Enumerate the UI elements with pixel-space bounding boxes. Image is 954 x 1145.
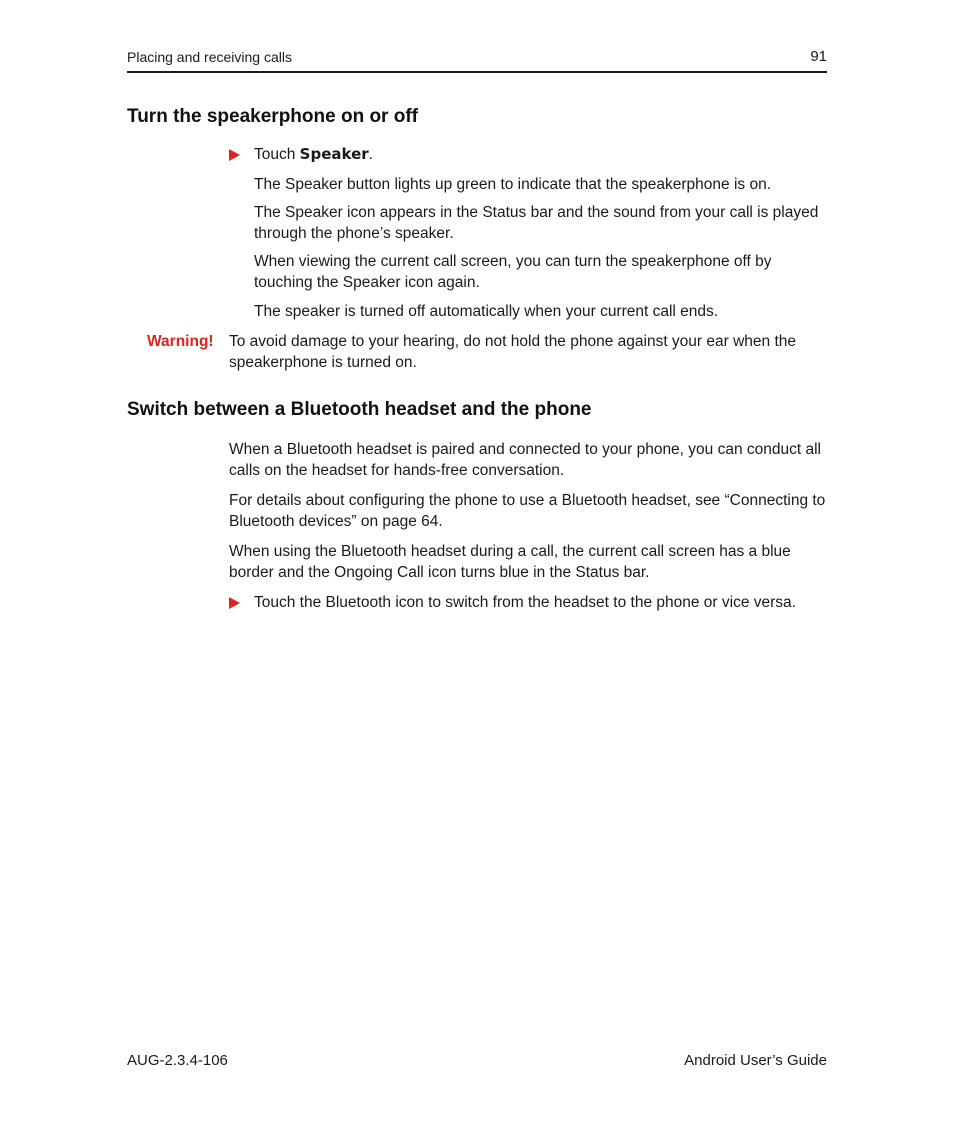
- red-triangle-arrow-icon: [229, 149, 240, 161]
- footer-guide-title: Android User’s Guide: [684, 1052, 827, 1069]
- page-number: 91: [810, 48, 827, 65]
- paragraph: When viewing the current call screen, you can turn the speakerphone off by touching the Speaker icon again.: [254, 253, 772, 291]
- paragraph: The Speaker button lights up green to indicate that the speakerphone is on.: [254, 176, 772, 193]
- section-heading-speakerphone: Turn the speakerphone on or off: [127, 106, 418, 127]
- paragraph: When using the Bluetooth headset during a call, the current call screen has a blue border and the Ongoing Call icon turns blue in the Status bar.: [229, 543, 791, 581]
- paragraph: The Speaker icon appears in the Status bar and the sound from your call is played through the phone’s speaker.: [254, 204, 819, 242]
- paragraph: The speaker is turned off automatically when your current call ends.: [254, 303, 719, 320]
- step-text: Touch the Bluetooth icon to switch from the headset to the phone or vice versa.: [254, 594, 796, 611]
- section-heading-bluetooth: Switch between a Bluetooth headset and the phone: [127, 399, 592, 420]
- footer-doc-id: AUG-2.3.4-106: [127, 1052, 228, 1069]
- step-text: Touch Speaker.: [254, 145, 373, 163]
- header-section-title: Placing and receiving calls: [127, 49, 292, 65]
- page-header: [127, 47, 827, 73]
- paragraph: For details about configuring the phone to use a Bluetooth headset, see “Connecting to Bluetooth devices” on page 64.: [229, 492, 826, 530]
- warning-label: Warning!: [147, 333, 214, 350]
- red-triangle-arrow-icon: [229, 597, 240, 609]
- warning-text: To avoid damage to your hearing, do not hold the phone against your ear when the speakerphone is turned on.: [229, 333, 797, 371]
- paragraph: When a Bluetooth headset is paired and connected to your phone, you can conduct all calls on the headset for hands-free conversation.: [229, 441, 821, 479]
- speaker-button-name: Speaker: [299, 145, 369, 163]
